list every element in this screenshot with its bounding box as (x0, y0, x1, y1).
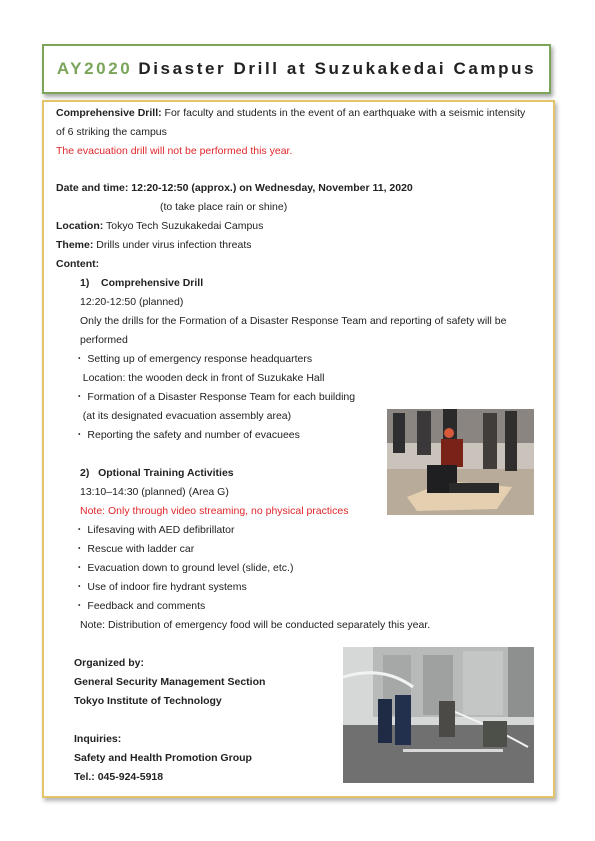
location-line (56, 219, 263, 233)
organizer-line-2: Tokyo Institute of Technology (74, 695, 222, 707)
streaming-note: Note: Only through video streaming, no physical practices (80, 505, 349, 517)
date-label: Date and time: (56, 182, 129, 194)
page-title: Disaster Drill at Suzukakedai Campus (138, 59, 537, 78)
intro-text-1: For faculty and students in the event of an earthquake with a seismic intensity (164, 107, 526, 119)
list-item: ・ Formation of a Disaster Response Team for each building (74, 391, 356, 403)
food-note: Note: Distribution of emergency food will be conducted separately this year. (80, 619, 431, 631)
date-note: (to take place rain or shine) (160, 201, 288, 213)
list-item: ・ Rescue with ladder car (74, 543, 195, 555)
cancellation-notice: The evacuation drill will not be performed this year. (56, 145, 293, 157)
inquiries-label: Inquiries: (74, 733, 122, 745)
section2-time: 13:10–14:30 (planned) (Area G) (80, 486, 229, 498)
list-item: ・ Use of indoor fire hydrant systems (74, 581, 247, 593)
title-year: AY2020 (56, 59, 133, 78)
list-item: Location: the wooden deck in front of Suzukake Hall (74, 372, 325, 384)
content-label: Content: (56, 258, 100, 270)
title-banner (42, 44, 551, 94)
section1-desc-1: Only the drills for the Formation of a Disaster Response Team and reporting of safety will be (80, 315, 507, 327)
theme-line (56, 238, 252, 252)
list-item: ・ Lifesaving with AED defibrillator (74, 524, 235, 536)
list-item: ・ Setting up of emergency response headquarters (74, 353, 313, 365)
drill-photo-indoor (387, 409, 534, 515)
section1-heading: 1) Comprehensive Drill (80, 277, 204, 289)
organizer-label: Organized by: (74, 657, 145, 669)
location-value: Tokyo Tech Suzukakedai Campus (105, 220, 264, 232)
section1-time: 12:20-12:50 (planned) (80, 296, 184, 308)
date-line (56, 181, 413, 195)
location-label: Location: (56, 220, 104, 232)
intro-label: Comprehensive Drill: (56, 107, 162, 119)
inquiries-line-1: Safety and Health Promotion Group (74, 752, 252, 764)
theme-value: Drills under virus infection threats (96, 239, 252, 251)
intro-line-1 (56, 106, 525, 120)
inquiries-tel: Tel.: 045-924-5918 (74, 771, 164, 783)
section2-heading: 2) Optional Training Activities (80, 467, 234, 479)
date-value: 12:20-12:50 (approx.) on Wednesday, November 11, 2020 (131, 182, 413, 194)
intro-text-2: of 6 striking the campus (56, 126, 167, 138)
list-item: ・ Feedback and comments (74, 600, 206, 612)
section1-desc-2: performed (80, 334, 128, 346)
list-item: ・ Evacuation down to ground level (slide, etc.) (74, 562, 294, 574)
list-item: ・ Reporting the safety and number of evacuees (74, 429, 300, 441)
drill-photo-outdoor (343, 647, 534, 783)
list-item: (at its designated evacuation assembly area) (74, 410, 292, 422)
theme-label: Theme: (56, 239, 94, 251)
organizer-line-1: General Security Management Section (74, 676, 266, 688)
